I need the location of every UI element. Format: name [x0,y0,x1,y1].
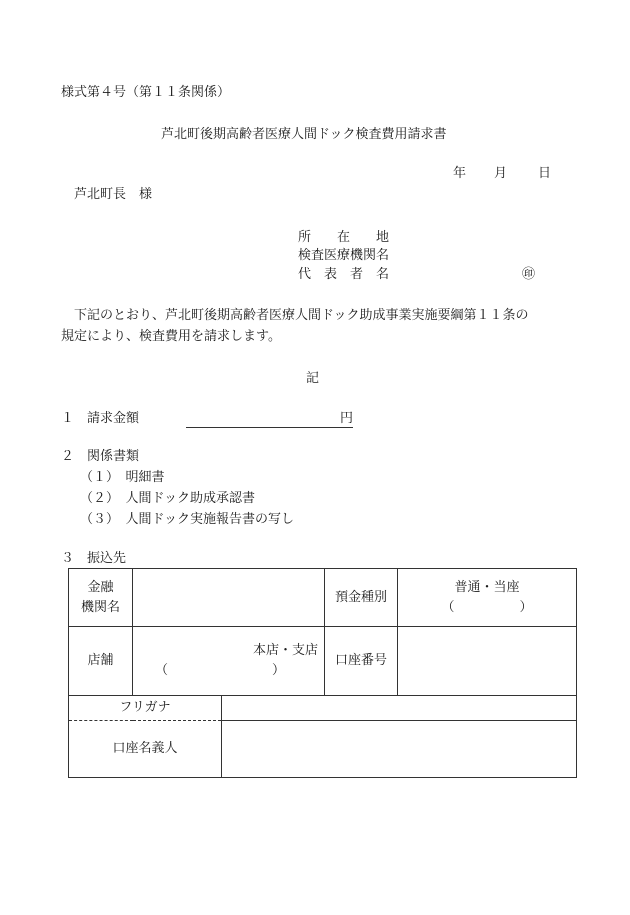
deposit-type-paren: （ ） [441,599,533,615]
form-number: 様式第４号（第１１条関係） [61,85,231,100]
institution-name-label: 検査医療機関名 [298,248,390,263]
addressee: 芦北町長 様 [74,187,153,202]
seal-mark: ㊞ [522,267,536,282]
body-text-line1: 下記のとおり、芦北町後期高齢者医療人間ドック助成事業実施要綱第１１条の [61,308,529,323]
amount-field[interactable] [186,410,353,428]
bank-name-label-cell [69,569,133,627]
date-day-label: 日 [538,166,552,181]
document-item-1: （１） 明細書 [80,470,165,485]
account-number-label: 口座番号 [325,627,398,696]
branch-paren: （ ） [155,663,286,678]
deposit-type-label: 預金種別 [325,569,398,627]
bank-name-label-line1: 金融 [87,579,114,595]
date-month-label: 月 [494,166,508,181]
document-title: 芦北町後期高齢者医療人間ドック検査費用請求書 [161,127,447,142]
account-holder-label: 口座名義人 [69,721,222,778]
amount-unit: 円 [186,410,353,428]
representative-label: 代 表 者 名 [298,267,390,282]
branch-field[interactable] [133,627,325,696]
branch-label: 店舗 [69,627,133,696]
deposit-type-field[interactable] [398,569,577,627]
bank-transfer-table [68,568,577,778]
account-holder-field[interactable] [222,721,577,778]
date-year-label: 年 [453,166,467,181]
furigana-label: フリガナ [69,696,222,721]
furigana-field[interactable] [222,696,577,721]
section3-label: ３ 振込先 [61,551,127,566]
document-item-3: （３） 人間ドック実施報告書の写し [80,512,294,527]
address-label: 所 在 地 [298,230,390,245]
section2-label: ２ 関係書類 [61,449,140,464]
deposit-type-options: 普通・当座 [454,579,520,595]
body-text-line2: 規定により、検査費用を請求します。 [61,329,281,344]
document-item-2: （２） 人間ドック助成承認書 [80,491,255,506]
ki-heading: 記 [306,371,320,386]
bank-name-label-line2: 機関名 [80,599,120,615]
account-number-field[interactable] [398,627,577,696]
branch-options: 本店・支店 [252,643,318,658]
bank-name-field[interactable] [133,569,325,627]
section1-label: １ 請求金額 [61,411,140,426]
